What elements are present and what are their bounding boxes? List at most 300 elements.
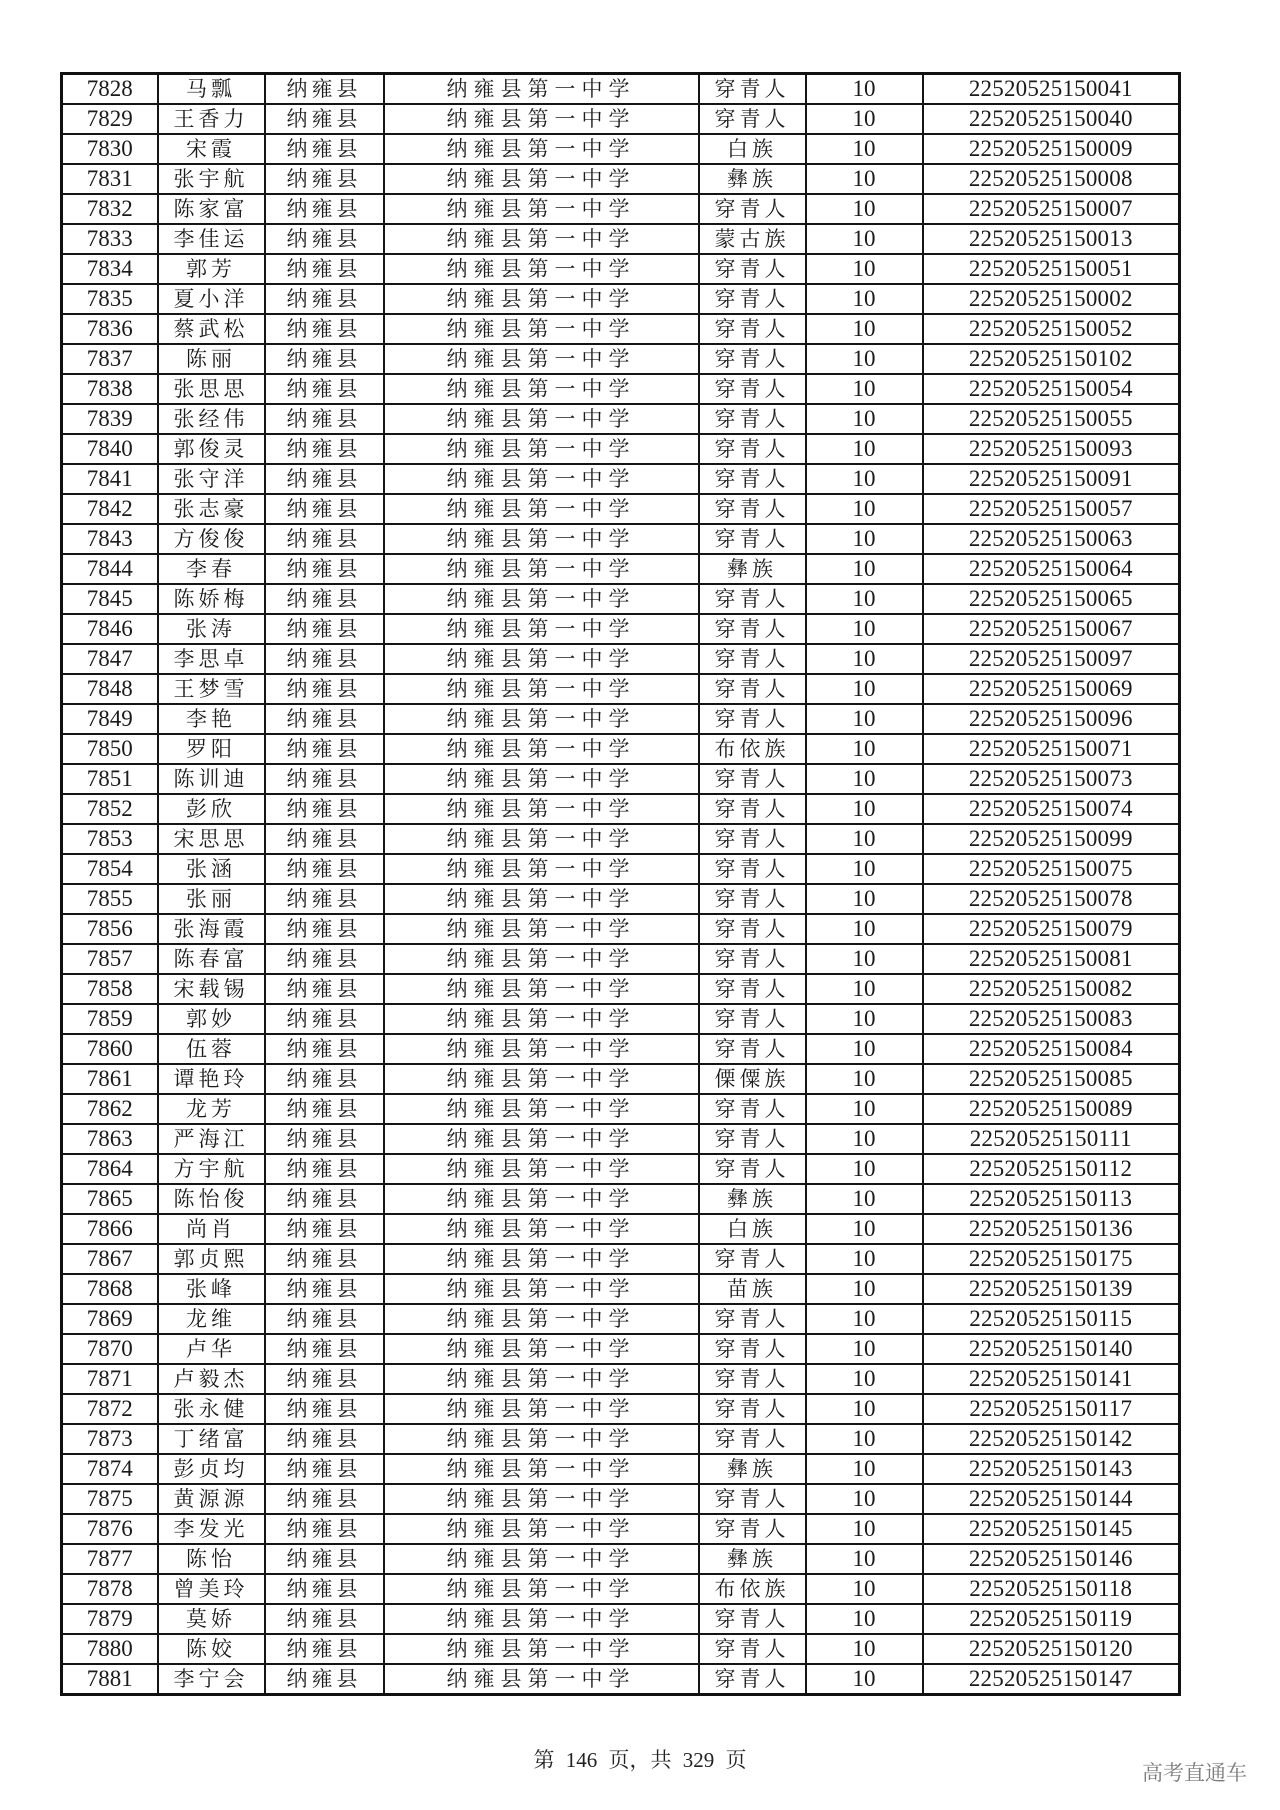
grade-cell: 10	[806, 1514, 923, 1544]
row-number-cell: 7852	[62, 794, 158, 824]
county-cell: 纳雍县	[265, 974, 384, 1004]
county-cell: 纳雍县	[265, 344, 384, 374]
table-row	[62, 674, 1180, 704]
student-name-cell: 李思卓	[158, 644, 265, 674]
ethnicity-cell: 彝族	[699, 554, 806, 584]
student-name-cell: 张海霞	[158, 914, 265, 944]
ethnicity-cell: 白族	[699, 134, 806, 164]
row-number-cell: 7836	[62, 314, 158, 344]
row-number-cell: 7842	[62, 494, 158, 524]
county-cell: 纳雍县	[265, 254, 384, 284]
table-row	[62, 854, 1180, 884]
table-row	[62, 524, 1180, 554]
county-cell: 纳雍县	[265, 1334, 384, 1364]
table-row	[62, 1424, 1180, 1454]
table-row	[62, 1364, 1180, 1394]
ethnicity-cell: 穿青人	[699, 74, 806, 105]
county-cell: 纳雍县	[265, 1244, 384, 1274]
grade-cell: 10	[806, 164, 923, 194]
table-row	[62, 434, 1180, 464]
county-cell: 纳雍县	[265, 524, 384, 554]
ethnicity-cell: 布依族	[699, 734, 806, 764]
student-name-cell: 伍蓉	[158, 1034, 265, 1064]
exam-id-cell: 22520525150054	[923, 374, 1180, 404]
watermark-label: 高考直通车	[1142, 1761, 1247, 1785]
grade-cell: 10	[806, 194, 923, 224]
county-cell: 纳雍县	[265, 224, 384, 254]
school-cell: 纳雍县第一中学	[384, 1094, 699, 1124]
student-name-cell: 尚肖	[158, 1214, 265, 1244]
grade-cell: 10	[806, 494, 923, 524]
row-number-cell: 7835	[62, 284, 158, 314]
ethnicity-cell: 穿青人	[699, 194, 806, 224]
ethnicity-cell: 穿青人	[699, 254, 806, 284]
county-cell: 纳雍县	[265, 134, 384, 164]
table-row	[62, 194, 1180, 224]
exam-id-cell: 22520525150052	[923, 314, 1180, 344]
exam-id-cell: 22520525150089	[923, 1094, 1180, 1124]
row-number-cell: 7851	[62, 764, 158, 794]
table-row	[62, 224, 1180, 254]
grade-cell: 10	[806, 944, 923, 974]
ethnicity-cell: 穿青人	[699, 1634, 806, 1664]
exam-id-cell: 22520525150115	[923, 1304, 1180, 1334]
school-cell: 纳雍县第一中学	[384, 344, 699, 374]
row-number-cell: 7868	[62, 1274, 158, 1304]
row-number-cell: 7832	[62, 194, 158, 224]
exam-id-cell: 22520525150102	[923, 344, 1180, 374]
exam-id-cell: 22520525150063	[923, 524, 1180, 554]
county-cell: 纳雍县	[265, 1094, 384, 1124]
grade-cell: 10	[806, 854, 923, 884]
student-name-cell: 李发光	[158, 1514, 265, 1544]
student-name-cell: 陈春富	[158, 944, 265, 974]
exam-id-cell: 22520525150093	[923, 434, 1180, 464]
row-number-cell: 7846	[62, 614, 158, 644]
row-number-cell: 7850	[62, 734, 158, 764]
student-name-cell: 龙维	[158, 1304, 265, 1334]
school-cell: 纳雍县第一中学	[384, 704, 699, 734]
county-cell: 纳雍县	[265, 104, 384, 134]
grade-cell: 10	[806, 1664, 923, 1695]
ethnicity-cell: 彝族	[699, 1544, 806, 1574]
school-cell: 纳雍县第一中学	[384, 764, 699, 794]
county-cell: 纳雍县	[265, 1364, 384, 1394]
grade-cell: 10	[806, 974, 923, 1004]
grade-cell: 10	[806, 824, 923, 854]
table-row	[62, 1154, 1180, 1184]
ethnicity-cell: 穿青人	[699, 584, 806, 614]
county-cell: 纳雍县	[265, 1004, 384, 1034]
student-name-cell: 谭艳玲	[158, 1064, 265, 1094]
table-row	[62, 1214, 1180, 1244]
exam-id-cell: 22520525150119	[923, 1604, 1180, 1634]
ethnicity-cell: 穿青人	[699, 404, 806, 434]
ethnicity-cell: 傈僳族	[699, 1064, 806, 1094]
exam-id-cell: 22520525150064	[923, 554, 1180, 584]
table-row	[62, 104, 1180, 134]
school-cell: 纳雍县第一中学	[384, 164, 699, 194]
exam-id-cell: 22520525150139	[923, 1274, 1180, 1304]
school-cell: 纳雍县第一中学	[384, 1214, 699, 1244]
exam-id-cell: 22520525150083	[923, 1004, 1180, 1034]
exam-id-cell: 22520525150008	[923, 164, 1180, 194]
student-name-cell: 罗阳	[158, 734, 265, 764]
grade-cell: 10	[806, 1034, 923, 1064]
exam-id-cell: 22520525150118	[923, 1574, 1180, 1604]
grade-cell: 10	[806, 1574, 923, 1604]
ethnicity-cell: 白族	[699, 1214, 806, 1244]
student-name-cell: 陈娇梅	[158, 584, 265, 614]
ethnicity-cell: 穿青人	[699, 1424, 806, 1454]
county-cell: 纳雍县	[265, 494, 384, 524]
ethnicity-cell: 穿青人	[699, 1244, 806, 1274]
school-cell: 纳雍县第一中学	[384, 1544, 699, 1574]
exam-id-cell: 22520525150140	[923, 1334, 1180, 1364]
table-row	[62, 1094, 1180, 1124]
student-name-cell: 郭芳	[158, 254, 265, 284]
ethnicity-cell: 彝族	[699, 1454, 806, 1484]
grade-cell: 10	[806, 434, 923, 464]
exam-id-cell: 22520525150099	[923, 824, 1180, 854]
exam-id-cell: 22520525150009	[923, 134, 1180, 164]
table-row	[62, 1304, 1180, 1334]
ethnicity-cell: 布依族	[699, 1574, 806, 1604]
student-name-cell: 郭妙	[158, 1004, 265, 1034]
row-number-cell: 7872	[62, 1394, 158, 1424]
school-cell: 纳雍县第一中学	[384, 1064, 699, 1094]
student-name-cell: 卢毅杰	[158, 1364, 265, 1394]
grade-cell: 10	[806, 1064, 923, 1094]
ethnicity-cell: 穿青人	[699, 914, 806, 944]
exam-id-cell: 22520525150013	[923, 224, 1180, 254]
county-cell: 纳雍县	[265, 1664, 384, 1695]
row-number-cell: 7831	[62, 164, 158, 194]
school-cell: 纳雍县第一中学	[384, 524, 699, 554]
table-row	[62, 884, 1180, 914]
school-cell: 纳雍县第一中学	[384, 494, 699, 524]
row-number-cell: 7858	[62, 974, 158, 1004]
exam-id-cell: 22520525150069	[923, 674, 1180, 704]
exam-id-cell: 22520525150065	[923, 584, 1180, 614]
table-row	[62, 1034, 1180, 1064]
row-number-cell: 7840	[62, 434, 158, 464]
county-cell: 纳雍县	[265, 944, 384, 974]
student-name-cell: 陈训迪	[158, 764, 265, 794]
student-name-cell: 张志豪	[158, 494, 265, 524]
ethnicity-cell: 穿青人	[699, 614, 806, 644]
school-cell: 纳雍县第一中学	[384, 1364, 699, 1394]
ethnicity-cell: 穿青人	[699, 704, 806, 734]
row-number-cell: 7855	[62, 884, 158, 914]
county-cell: 纳雍县	[265, 1514, 384, 1544]
exam-id-cell: 22520525150075	[923, 854, 1180, 884]
student-name-cell: 马瓢	[158, 74, 265, 105]
school-cell: 纳雍县第一中学	[384, 644, 699, 674]
row-number-cell: 7874	[62, 1454, 158, 1484]
school-cell: 纳雍县第一中学	[384, 854, 699, 884]
row-number-cell: 7875	[62, 1484, 158, 1514]
grade-cell: 10	[806, 1544, 923, 1574]
grade-cell: 10	[806, 794, 923, 824]
school-cell: 纳雍县第一中学	[384, 884, 699, 914]
student-name-cell: 宋霞	[158, 134, 265, 164]
county-cell: 纳雍县	[265, 1184, 384, 1214]
table-row	[62, 1514, 1180, 1544]
table-row	[62, 1124, 1180, 1154]
student-name-cell: 张涵	[158, 854, 265, 884]
row-number-cell: 7869	[62, 1304, 158, 1334]
student-name-cell: 蔡武松	[158, 314, 265, 344]
grade-cell: 10	[806, 1184, 923, 1214]
county-cell: 纳雍县	[265, 1424, 384, 1454]
school-cell: 纳雍县第一中学	[384, 944, 699, 974]
school-cell: 纳雍县第一中学	[384, 1604, 699, 1634]
grade-cell: 10	[806, 404, 923, 434]
table-row	[62, 1634, 1180, 1664]
exam-id-cell: 22520525150145	[923, 1514, 1180, 1544]
table-row	[62, 554, 1180, 584]
row-number-cell: 7871	[62, 1364, 158, 1394]
county-cell: 纳雍县	[265, 554, 384, 584]
exam-id-cell: 22520525150146	[923, 1544, 1180, 1574]
row-number-cell: 7859	[62, 1004, 158, 1034]
ethnicity-cell: 穿青人	[699, 1124, 806, 1154]
row-number-cell: 7841	[62, 464, 158, 494]
student-name-cell: 宋思思	[158, 824, 265, 854]
school-cell: 纳雍县第一中学	[384, 1574, 699, 1604]
county-cell: 纳雍县	[265, 1454, 384, 1484]
school-cell: 纳雍县第一中学	[384, 1424, 699, 1454]
student-name-cell: 张永健	[158, 1394, 265, 1424]
ethnicity-cell: 穿青人	[699, 1094, 806, 1124]
student-name-cell: 卢华	[158, 1334, 265, 1364]
table-row	[62, 704, 1180, 734]
grade-cell: 10	[806, 524, 923, 554]
county-cell: 纳雍县	[265, 1274, 384, 1304]
county-cell: 纳雍县	[265, 314, 384, 344]
table-row	[62, 1334, 1180, 1364]
table-row	[62, 284, 1180, 314]
student-name-cell: 张宇航	[158, 164, 265, 194]
student-name-cell: 丁绪富	[158, 1424, 265, 1454]
table-row	[62, 584, 1180, 614]
county-cell: 纳雍县	[265, 434, 384, 464]
county-cell: 纳雍县	[265, 284, 384, 314]
school-cell: 纳雍县第一中学	[384, 1274, 699, 1304]
ethnicity-cell: 穿青人	[699, 824, 806, 854]
table-row	[62, 254, 1180, 284]
ethnicity-cell: 穿青人	[699, 434, 806, 464]
school-cell: 纳雍县第一中学	[384, 434, 699, 464]
school-cell: 纳雍县第一中学	[384, 1034, 699, 1064]
ethnicity-cell: 彝族	[699, 1184, 806, 1214]
school-cell: 纳雍县第一中学	[384, 1304, 699, 1334]
school-cell: 纳雍县第一中学	[384, 794, 699, 824]
school-cell: 纳雍县第一中学	[384, 914, 699, 944]
table-row	[62, 74, 1180, 105]
ethnicity-cell: 穿青人	[699, 1664, 806, 1695]
row-number-cell: 7847	[62, 644, 158, 674]
county-cell: 纳雍县	[265, 614, 384, 644]
grade-cell: 10	[806, 1004, 923, 1034]
exam-id-cell: 22520525150051	[923, 254, 1180, 284]
school-cell: 纳雍县第一中学	[384, 1184, 699, 1214]
grade-cell: 10	[806, 584, 923, 614]
county-cell: 纳雍县	[265, 74, 384, 105]
school-cell: 纳雍县第一中学	[384, 1454, 699, 1484]
grade-cell: 10	[806, 1604, 923, 1634]
row-number-cell: 7870	[62, 1334, 158, 1364]
row-number-cell: 7862	[62, 1094, 158, 1124]
student-name-cell: 彭贞均	[158, 1454, 265, 1484]
student-name-cell: 李佳运	[158, 224, 265, 254]
row-number-cell: 7833	[62, 224, 158, 254]
ethnicity-cell: 穿青人	[699, 104, 806, 134]
student-name-cell: 曾美玲	[158, 1574, 265, 1604]
table-row	[62, 374, 1180, 404]
ethnicity-cell: 穿青人	[699, 674, 806, 704]
grade-cell: 10	[806, 74, 923, 105]
table-body	[62, 74, 1180, 1695]
county-cell: 纳雍县	[265, 374, 384, 404]
student-name-cell: 方俊俊	[158, 524, 265, 554]
grade-cell: 10	[806, 104, 923, 134]
grade-cell: 10	[806, 1244, 923, 1274]
student-name-cell: 张丽	[158, 884, 265, 914]
county-cell: 纳雍县	[265, 404, 384, 434]
ethnicity-cell: 穿青人	[699, 1514, 806, 1544]
table-row	[62, 1244, 1180, 1274]
student-name-cell: 张经伟	[158, 404, 265, 434]
exam-id-cell: 22520525150085	[923, 1064, 1180, 1094]
exam-id-cell: 22520525150143	[923, 1454, 1180, 1484]
county-cell: 纳雍县	[265, 1394, 384, 1424]
ethnicity-cell: 穿青人	[699, 1034, 806, 1064]
ethnicity-cell: 穿青人	[699, 854, 806, 884]
county-cell: 纳雍县	[265, 1154, 384, 1184]
row-number-cell: 7844	[62, 554, 158, 584]
exam-id-cell: 22520525150111	[923, 1124, 1180, 1154]
exam-id-cell: 22520525150096	[923, 704, 1180, 734]
student-name-cell: 张守洋	[158, 464, 265, 494]
ethnicity-cell: 苗族	[699, 1274, 806, 1304]
table-row	[62, 1664, 1180, 1695]
student-name-cell: 陈怡俊	[158, 1184, 265, 1214]
school-cell: 纳雍县第一中学	[384, 1394, 699, 1424]
county-cell: 纳雍县	[265, 824, 384, 854]
student-name-cell: 彭欣	[158, 794, 265, 824]
county-cell: 纳雍县	[265, 1064, 384, 1094]
county-cell: 纳雍县	[265, 914, 384, 944]
county-cell: 纳雍县	[265, 1304, 384, 1334]
grade-cell: 10	[806, 1424, 923, 1454]
table-row	[62, 494, 1180, 524]
row-number-cell: 7867	[62, 1244, 158, 1274]
school-cell: 纳雍县第一中学	[384, 134, 699, 164]
ethnicity-cell: 蒙古族	[699, 224, 806, 254]
county-cell: 纳雍县	[265, 794, 384, 824]
table-row	[62, 134, 1180, 164]
ethnicity-cell: 穿青人	[699, 1364, 806, 1394]
school-cell: 纳雍县第一中学	[384, 674, 699, 704]
grade-cell: 10	[806, 554, 923, 584]
grade-cell: 10	[806, 374, 923, 404]
grade-cell: 10	[806, 464, 923, 494]
grade-cell: 10	[806, 1364, 923, 1394]
exam-id-cell: 22520525150141	[923, 1364, 1180, 1394]
county-cell: 纳雍县	[265, 1574, 384, 1604]
row-number-cell: 7856	[62, 914, 158, 944]
table-row	[62, 1574, 1180, 1604]
row-number-cell: 7857	[62, 944, 158, 974]
school-cell: 纳雍县第一中学	[384, 374, 699, 404]
exam-id-cell: 22520525150073	[923, 764, 1180, 794]
ethnicity-cell: 穿青人	[699, 314, 806, 344]
county-cell: 纳雍县	[265, 1604, 384, 1634]
school-cell: 纳雍县第一中学	[384, 1484, 699, 1514]
grade-cell: 10	[806, 284, 923, 314]
exam-id-cell: 22520525150142	[923, 1424, 1180, 1454]
ethnicity-cell: 穿青人	[699, 1154, 806, 1184]
ethnicity-cell: 穿青人	[699, 344, 806, 374]
table-row	[62, 974, 1180, 1004]
grade-cell: 10	[806, 1334, 923, 1364]
table-row	[62, 1274, 1180, 1304]
student-name-cell: 王梦雪	[158, 674, 265, 704]
grade-cell: 10	[806, 1154, 923, 1184]
grade-cell: 10	[806, 314, 923, 344]
table-row	[62, 944, 1180, 974]
row-number-cell: 7866	[62, 1214, 158, 1244]
exam-id-cell: 22520525150041	[923, 74, 1180, 105]
row-number-cell: 7829	[62, 104, 158, 134]
exam-id-cell: 22520525150144	[923, 1484, 1180, 1514]
student-name-cell: 张峰	[158, 1274, 265, 1304]
student-name-cell: 李春	[158, 554, 265, 584]
row-number-cell: 7873	[62, 1424, 158, 1454]
grade-cell: 10	[806, 614, 923, 644]
exam-id-cell: 22520525150147	[923, 1664, 1180, 1695]
exam-id-cell: 22520525150082	[923, 974, 1180, 1004]
exam-id-cell: 22520525150007	[923, 194, 1180, 224]
table-row	[62, 734, 1180, 764]
row-number-cell: 7838	[62, 374, 158, 404]
county-cell: 纳雍县	[265, 194, 384, 224]
student-name-cell: 宋载锡	[158, 974, 265, 1004]
student-name-cell: 张思思	[158, 374, 265, 404]
grade-cell: 10	[806, 1124, 923, 1154]
ethnicity-cell: 穿青人	[699, 1484, 806, 1514]
student-name-cell: 方宇航	[158, 1154, 265, 1184]
row-number-cell: 7843	[62, 524, 158, 554]
grade-cell: 10	[806, 704, 923, 734]
student-name-cell: 李宁会	[158, 1664, 265, 1695]
row-number-cell: 7863	[62, 1124, 158, 1154]
school-cell: 纳雍县第一中学	[384, 1244, 699, 1274]
row-number-cell: 7853	[62, 824, 158, 854]
ethnicity-cell: 穿青人	[699, 1394, 806, 1424]
grade-cell: 10	[806, 344, 923, 374]
exam-id-cell: 22520525150071	[923, 734, 1180, 764]
row-number-cell: 7876	[62, 1514, 158, 1544]
county-cell: 纳雍县	[265, 644, 384, 674]
row-number-cell: 7864	[62, 1154, 158, 1184]
table-row	[62, 764, 1180, 794]
exam-id-cell: 22520525150120	[923, 1634, 1180, 1664]
ethnicity-cell: 穿青人	[699, 974, 806, 1004]
exam-id-cell: 22520525150084	[923, 1034, 1180, 1064]
